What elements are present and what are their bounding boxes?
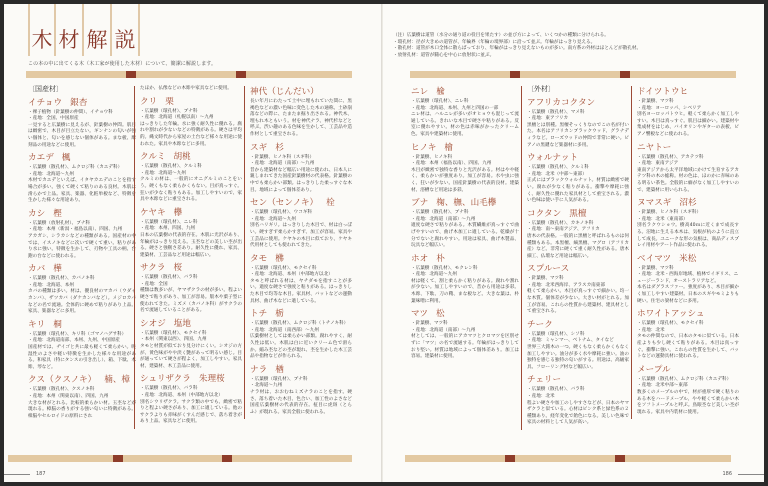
wood-meta-line: ・産地：北米（東南部） — [637, 216, 688, 222]
wood-name-kanji: 杉 — [275, 142, 284, 153]
wood-meta-line: ・産地：北海道～九州 — [411, 272, 457, 278]
wood-name-heading — [250, 86, 352, 98]
wood-name-heading — [411, 253, 519, 265]
wood-name-heading — [140, 207, 242, 219]
wood-name-kana: ウォルナット — [527, 153, 579, 164]
wood-meta-line: ・広葉樹（散孔材）、クスノキ科 — [28, 387, 95, 393]
wood-entry — [411, 86, 519, 139]
wood-meta-line: ・広葉樹（散孔材）、カバノキ科 — [28, 276, 95, 282]
wood-meta-line: ・産地：北海道、本州（中部地方以北） — [250, 272, 333, 278]
wood-description: カバの種類は多い。材は、優良材のマカバ（ウダイカンバ）、ザツカバ（ダケカンバなど）。メジロカバなどの名で流通。全体的に硬めで粘りがあり上品。家具、楽器などに多用。 — [28, 289, 136, 315]
wood-name-kana: チェリー — [527, 375, 562, 386]
wood-name-kana: セン（センノキ） — [250, 198, 319, 209]
wood-meta-line: ・産地：北米（中部～東部） — [527, 171, 587, 177]
wood-description: はっきりした年輪。水に強く耐久性に優れる。腐れや割れが少ないなどの特徴がある。硬さは平均的。縄文時代から家屋の土台など様々な用途に使われた。家具や木彫などに多用。 — [140, 121, 242, 147]
wood-entry — [527, 319, 629, 372]
wood-meta-line: ・広葉樹（散孔材）、ムクロジ科（カエデ科） — [28, 165, 123, 171]
wood-name-kana: ドイツトウヒ — [637, 87, 689, 97]
wood-name-kana: カエデ — [28, 153, 54, 164]
folio-rule — [4, 474, 30, 475]
wood-name-kana: カバ — [28, 264, 46, 275]
wood-description: 材は軽くて、割と柔らかく粘りがある。腐れや割れが少ない。加工しやすいので、昔から用途は多彩。木彫、下駄、刀の鞘、まな板など。大きな葉は、朴葉味噌に利用。 — [411, 278, 519, 304]
wood-name-heading — [411, 86, 519, 98]
wood-description: 昔から建築材など幅広い用途に使われ、日本人に親しまれてきた国産針葉樹材の代表格。針葉樹の中でも柔らかい部類。はっきりした柔っすぐな木目。地域によって個体差あり。 — [250, 167, 352, 193]
page-number: 187 — [36, 471, 46, 477]
wood-entry — [140, 151, 242, 204]
wood-meta-line: ・本州（関東以西）、四国、九州 — [140, 337, 207, 343]
wood-entry — [250, 86, 352, 139]
wood-meta-line: ・広葉樹（散孔材）、バラ科 — [527, 387, 585, 393]
wood-name-heading — [140, 151, 242, 163]
left-column-1 — [28, 86, 136, 423]
wood-description: 日本の広葉樹の代表的存在。木肌に光沢があり、年輪がはっきり見える。玉杢などの美しい杢が出る。硬さと強靭さ差あり。耐久性に優れ、家具、建築材、工芸品など用途は幅広い。 — [140, 232, 242, 258]
wood-meta-line: ・産地：全国、中国原産 — [28, 116, 79, 122]
wood-name-kanji: 朱理桜 — [198, 374, 225, 385]
wood-meta-line: ・産地：北米 — [637, 327, 665, 333]
wood-name-heading — [28, 97, 136, 109]
wood-name-heading — [28, 263, 136, 275]
wood-description: 数多くのメープルの中で、材が重厚で硬く粘りのある木をハードメープル、やや軽くて柔らかい木をソフトメープルと呼ぶ。鳥眼杢など美しい杢が現れる。家具や内装材に使用。 — [637, 390, 739, 415]
wood-meta-line: ・産地：南～東南アジア、アフリカ — [527, 227, 600, 233]
title-char: 説 — [112, 4, 140, 56]
right-column-1 — [411, 86, 519, 364]
wood-name-kanji: 楓 — [61, 153, 71, 164]
wood-meta-line: ・針葉樹、マツ科 — [637, 99, 674, 104]
wood-entry — [28, 208, 136, 261]
wood-name-kana: サクラ — [140, 263, 166, 274]
title-char: 材 — [56, 4, 84, 56]
wood-entry — [140, 207, 242, 260]
wood-meta-line: ・針葉樹、マツ科 — [411, 321, 448, 327]
wood-description: 一見すると広葉樹に見えるが、針葉樹の仲間。肌目は緻密で、木目が目立たない。ギンナンの匂いが強い個体と、匂いを感じない個体がある。まな板、彫刻品の用途などに使用。 — [28, 122, 136, 148]
wood-entry — [250, 142, 352, 195]
continued-text: たほか、仏像などの木彫や家具などに使用。 — [140, 86, 232, 91]
wood-description: タモと材質が似ており見分けにくい。シオジの方が、黄色味がやや淡く艶があって明るい感じ。目が通っていて硬さが程よく、加工しやすい。家具材、建築材、木工芸品に使用。 — [140, 344, 242, 369]
wood-description: 程よい硬さや加工のしやすさなどが、日本のヤマザクラと似ている。心材はピンク系と緑色系の２種類あり。経年変化で飴色になる。美しい色味で家具の材料として人気が高い。 — [527, 400, 629, 426]
page-number-left — [4, 471, 46, 477]
wood-meta-line: ・広葉樹（環孔材）、ウコギ科 — [250, 210, 313, 216]
wood-description: 大きな材がとれる。比較的柔らかい材。玉杢などが現れる。樟脳の香りがする強い匂いに特徴がある。樟脳やセルロイドの原料にされ — [28, 400, 136, 419]
wood-meta-line: ・広葉樹（散孔材）、モクレン科 — [411, 265, 478, 271]
wood-name-heading — [527, 374, 629, 386]
wood-name-kana: タモ — [250, 253, 268, 264]
wood-meta-line: ・広葉樹（環孔材）、シソ科 — [527, 331, 585, 337]
wood-meta-line: ・裸子植物（針葉樹の仲間）、イチョウ科 — [28, 109, 113, 115]
wood-meta-line: ・広葉樹（散孔材）、ムクロジ科（カエデ科） — [637, 376, 732, 382]
wood-name-heading — [637, 253, 739, 265]
wood-name-heading — [637, 142, 739, 154]
wood-entry — [28, 152, 136, 205]
wood-entry — [527, 263, 629, 316]
wood-name-heading — [28, 152, 136, 164]
wood-name-kana: キリ — [28, 319, 46, 330]
wood-meta-line: ・針葉樹、ヒノキ科 — [411, 154, 453, 160]
wood-entry — [637, 142, 739, 195]
left-page — [4, 4, 381, 482]
wood-name-kana: シュリザクラ — [140, 374, 191, 385]
wood-description: 別名ラクウショウ。樹高40ｍに近くまで成長する。沼地に生える本木は、気根が杭のように直立して成長。ユニークな形の気根は、商品ディスプレイ用材やアート作品に使われる。 — [637, 223, 739, 249]
wood-meta-line: ・産地：北海道（札幌以南）～九州 — [140, 115, 214, 121]
wood-name-heading — [637, 197, 739, 209]
wood-meta-line: ・広葉樹（環孔材）、モクセイ科 — [637, 321, 704, 327]
wood-name-kanji: 椈、橅、山毛欅 — [436, 198, 497, 209]
wood-meta-line: ・産地：ヨーロッパ、シベリア — [637, 105, 702, 111]
top-rule-band — [26, 71, 352, 78]
wood-description: クルミの材は、一般的にオニグルミのことをいう。硬くもなく柔らかくもない。目が真っすぐ。狂いが少なく粘りもある。加工しやすいので、家具や木彫などに重宝される。 — [140, 177, 242, 203]
wood-name-kana: ホワイトアッシュ — [637, 309, 705, 320]
bottom-rule-band — [8, 455, 352, 462]
wood-name-kana: ヒノキ — [411, 142, 437, 153]
wood-name-kana: ブナ — [411, 198, 429, 209]
wood-name-kana: シオジ — [140, 318, 166, 329]
wood-name-kanji: 楠、樟 — [104, 375, 131, 386]
wood-description: アカガシ、シラカシなどの種類がある。国産材の中では、イスノキなどに次いで硬くて重い。粘りがあり水に強い。特徴を生かして、刃物や工具の柄、台鉋の台などに使われる。 — [28, 233, 136, 259]
wood-name-kana: メープル — [637, 364, 671, 375]
wood-meta-line: ・産地：北海道、本州（中部地方以北） — [140, 393, 223, 398]
wood-name-heading — [527, 319, 629, 331]
wood-name-kanji: 楢 — [275, 364, 284, 375]
wood-name-kanji: 欅 — [173, 207, 183, 218]
note-line: ・環孔材：径が大きめの道管が、年輪界（年輪の境界部）に沿って並ぶ。年輪がはっきり見える。 — [393, 39, 596, 45]
wood-description: 木目が緻密で独特な香りと光沢がある。材はやや軽く、柔らかいが強度あり。加工が容易。水や虫に強く、狂いが少ない。国産針葉樹の代表的良材。建築材、浴槽など用途は多彩。 — [411, 167, 519, 193]
wood-meta-line: ・広葉樹（散孔材）、マメ科 — [527, 109, 585, 115]
wood-entry — [28, 319, 136, 372]
wood-name-heading — [527, 263, 629, 275]
wood-name-kana: チーク — [527, 319, 553, 330]
wood-meta-line: ・産地：北海道～九州 — [250, 216, 296, 222]
page-number: 186 — [722, 471, 732, 477]
wood-name-kana: ベイマツ — [637, 253, 672, 264]
title-char: 木 — [28, 4, 56, 56]
wood-name-kana: 神代（じんだい） — [250, 87, 319, 97]
top-rule-band — [410, 71, 736, 78]
wood-name-kana: ニヤトー — [637, 142, 672, 153]
wood-name-heading — [637, 308, 739, 320]
wood-name-kanji: 栓 — [326, 198, 335, 209]
section-label: 〔国産材〕 — [28, 85, 63, 93]
wood-name-kanji: 米松 — [679, 253, 697, 264]
wood-meta-line: ・広葉樹（環孔材）、ブナ科 — [140, 108, 198, 114]
wood-meta-line: ・針葉樹、マツ科 — [637, 265, 674, 271]
wood-entry — [250, 364, 352, 417]
wood-description: 正式にはブラックウォルナット。材質は緻密で硬い。腐れが少なく粘りがある。衝撃や摩耗に強く、耐久性に優れた家具材として重宝される。濃い色味は使い手に人気がある。 — [527, 178, 629, 204]
wood-name-kanji: 胡桃 — [173, 152, 191, 163]
wood-name-kanji: 栗 — [165, 96, 174, 107]
wood-description: 適度な硬さで粘りがある。木質繊維が真っすぐで曲げやすいので、曲げ木加工に適している。乾燥が十分でないと腐れやすい。用途は家具、曲げ木製品、玩具など幅広い。 — [411, 223, 519, 249]
wood-description: 本名はダグラスファー。強度があり、木目が細かく加工しやすい建築材。日本のスギやモミよりも硬い。住宅の梁材などに多用。 — [637, 285, 739, 304]
wood-meta-line: ・広葉樹（散孔材）、ブナ科 — [411, 210, 469, 216]
wood-meta-line: ・産地：北米・西海岸地域、植林でイギリス、ニュージーランド、オーストラリアなど。 — [637, 272, 739, 284]
wood-name-heading — [411, 142, 519, 154]
wood-meta-line: ・産地：本州、四国、九州 — [140, 226, 196, 232]
wood-meta-line: ・産地：北海道～九州 — [140, 170, 186, 176]
wood-name-heading — [28, 374, 136, 386]
bottom-rule-band — [405, 455, 731, 462]
page-title — [28, 4, 140, 56]
wood-name-kanji: 朴 — [436, 253, 445, 264]
wood-name-heading — [250, 142, 352, 154]
wood-meta-line: ・産地：北米中部～東部 — [637, 383, 688, 389]
wood-entry — [527, 374, 629, 427]
wood-name-heading — [28, 319, 136, 331]
wood-name-kana: クリ — [140, 96, 158, 107]
wood-description: 種類は数多いが、ヤマザクラの材が多い。程よい硬さで粘りがあり、加工が容易。版木や菓子型に使われてきた。ミズメ（カバノキ科）がサクラの名で流通していることがある。 — [140, 288, 242, 314]
folio-rule — [738, 474, 764, 475]
wood-name-heading — [527, 97, 629, 109]
wood-meta-line: ・広葉樹（環孔材）、キリ科（ゴマノハグサ科） — [28, 331, 127, 337]
wood-entry — [28, 263, 136, 316]
wood-description: 別名シウリザクラ。サクラ類の中でも、緻密で粘りと程よい硬さがあり、加工に適している。他のサクラよりも赤味がくすんだ感じで、落ち着きがあり上品。家具などに使用。 — [140, 399, 242, 425]
wood-name-kana: コクタン — [527, 208, 562, 219]
wood-description: 長い年月にわたって土中に埋もれていた間に、黒褐色などの濃い色味に変色した木の通称。土砂崩落などの際に、たまたま掘り出される。神代木、埋もれ木ともいう。材を神代ナラ、神代杉などと呼ぶ。渋い趣のある色味を生かして、工芸品や造作材として重宝される。 — [250, 99, 352, 137]
wood-description: タモの仲間なので、日本のタモに似ている。日本産よりも少し硬くて粘りがある。木目は真っすぐ。衝撃に強い。これらの性質を生かして、バットなどの運動具材に使われる。 — [637, 334, 739, 360]
wood-name-kanji: 塩地 — [173, 318, 191, 329]
wood-name-heading — [28, 208, 136, 220]
wood-name-kana: カシ — [28, 208, 46, 219]
wood-name-kanji: 樫 — [53, 208, 62, 219]
wood-entry — [140, 373, 242, 426]
wood-name-heading — [411, 308, 519, 320]
wood-meta-line: ・産地：本州（福島以南）、四国、九州 — [411, 161, 492, 167]
page-number-right — [722, 471, 764, 477]
wood-name-heading — [250, 197, 352, 209]
wood-meta-line: ・産地：北海道、本州、九州と四国の一部 — [411, 105, 499, 111]
band-marker — [236, 71, 246, 78]
wood-entry — [140, 96, 242, 149]
band-marker — [222, 455, 232, 462]
wood-entry — [140, 318, 242, 371]
wood-description: 広葉樹材としては柔らかい部類。腐れやすく、耐久性は低い。木肌は白に近いクリーム色で滑らか。縮み杢などの杢が現れ、杢を生かした木工芸品や指物などが作られる。 — [250, 334, 352, 360]
wood-entry — [28, 97, 136, 150]
wood-description: 東南アジアから太平洋地域にかけて生育するアカテツ科の木の総称。材の色は、ほのかに赤味のある明るい茶色。全般的に癖がなく加工しやすいので、建築材に用いられる。 — [637, 167, 739, 193]
wood-name-kanji: 檜 — [444, 142, 453, 153]
wood-meta-line: ・産地：北海道、本州 — [28, 282, 74, 288]
wood-description: 木材でカエデといえば、イタヤカエデのことを指す場合が多い。強くて硬くて粘りのある良材。木肌は滑らかで上品。家具、楽器、化粧単板など、特徴を生かした様々な用途あり。 — [28, 178, 136, 204]
band-marker — [126, 71, 136, 78]
left-column-2 — [134, 86, 242, 429]
wood-entry — [411, 142, 519, 195]
wood-meta-line: ・産地：本州（新潟・福島以南）、四国、九州 — [28, 227, 123, 233]
wood-description: タモと呼ばれる材は、ヤチダモを指すことが多い。適度な硬さで強度と粘りがある。はっきりした木目で均等な木目。家具材、バットなどの運動具材、曲げ木などに適している。 — [250, 278, 352, 304]
wood-name-heading — [637, 86, 739, 98]
wood-name-heading — [527, 152, 629, 164]
wood-entry — [250, 308, 352, 361]
band-marker — [620, 71, 630, 78]
wood-meta-line: ・広葉樹（環孔材）、ニレ科 — [140, 219, 198, 225]
wood-meta-line: ・広葉樹（散孔材）、アカテツ科 — [637, 154, 704, 160]
wood-meta-line: ・広葉樹（環孔材）、ニレ科 — [411, 99, 469, 104]
wood-name-kana: イチョウ — [28, 97, 63, 108]
wood-name-kanji: 黒檀 — [569, 208, 587, 219]
wood-entry — [250, 253, 352, 306]
band-marker — [505, 455, 515, 462]
wood-meta-line: ・針葉樹、ヒノキ科（スギ科） — [250, 154, 315, 160]
wood-entry — [411, 253, 519, 306]
wood-entry — [250, 197, 352, 250]
wood-name-kana: アフリカコクタン — [527, 97, 596, 108]
wood-description: 世界三大銘木の一つ。硬くもなく柔らかくもなく加工しやすい。油分が多く水や摩耗に強い。油の独特を感じる独特の匂いがする。用途は、高級家具、フローリング材など幅広い。 — [527, 345, 629, 370]
wood-meta-line: ・広葉樹（環孔材）、モクセイ科 — [140, 330, 207, 336]
wood-name-kanji: 栃 — [275, 309, 284, 320]
wood-name-heading — [140, 262, 242, 274]
wood-meta-line: ・産地：北海道（南部）～九州 — [250, 161, 315, 167]
wood-name-heading — [140, 318, 242, 330]
band-marker — [113, 455, 123, 462]
note-line: （注）広葉樹は道管（水分の通り道の役目を果たす）の並び方によって、いくつかの種類に分けられる。 — [393, 33, 609, 38]
wood-entry — [140, 262, 242, 315]
right-column-2 — [521, 86, 629, 430]
wood-meta-line: ・広葉樹（環孔材）、ブナ科 — [250, 376, 308, 382]
wood-name-heading — [637, 364, 739, 376]
wood-meta-line: ・産地：北海道（南部）～九州 — [411, 327, 476, 333]
wood-meta-line: ・広葉樹（散孔材）、クルミ科 — [140, 164, 202, 170]
wood-name-kanji: 銀杏 — [70, 97, 88, 108]
page-subtitle: この本の中に出てくる木（木工家が使用した木材）について、簡潔に解説します。 — [28, 61, 217, 67]
wood-entry — [637, 253, 739, 306]
wood-entry — [527, 152, 629, 205]
wood-name-heading — [411, 197, 519, 209]
wood-description: ニレ材は、ハルニレが多いがオヒョウも混じって流通している。きれいな木目で硬さや粘りがある。反室に優れやすい。材の色は赤味がかったクリーム色。家具や建築材に使用。 — [411, 112, 519, 137]
wood-name-kanji: 松 — [435, 309, 445, 320]
wood-name-kana: スギ — [250, 142, 268, 153]
wood-name-kana: トチ — [250, 309, 268, 320]
wood-meta-line: ・北海道～九州 — [250, 383, 283, 389]
wood-name-kanji: 樺 — [53, 264, 62, 275]
wood-meta-line: ・広葉樹（環孔材）、モクセイ科 — [250, 265, 317, 271]
wood-name-kana: クルミ — [140, 152, 166, 163]
wood-name-kana: ニレ — [411, 87, 429, 97]
wood-entry — [411, 197, 519, 250]
note-line: ・散孔材：道管が木口全体に散らばっており、年輪がはっきり見えないものが多い。南方系の外材はほとんどが散孔材。 — [393, 46, 642, 52]
wood-entry — [637, 86, 739, 139]
wood-description: 別名ハリギリ。はっきりした木目で、材は白っぽい。硬すぎず柔らかすぎず、加工が容易。家具や工芸品に使用。ケヤキの木目に似ており、ケヤキ代用材としても使われてきた。 — [250, 223, 352, 249]
wood-meta-line: ・産地：北海道（南西部）～九州 — [250, 327, 319, 333]
wood-name-kana: クス（クスノキ） — [28, 375, 97, 386]
wood-meta-line: ・産地：北米西海岸、アラスカ南東部 — [527, 282, 605, 288]
section-label: 〔外材〕 — [527, 85, 555, 93]
wood-entry — [637, 364, 739, 417]
wood-name-heading — [140, 373, 242, 385]
wood-description: 材としては、一般的にアカマツとクロマツを区別せずに「マツ」の名で流通する。年輪がはっきりしており堅い。材質は地域によって個体差あり。加工は容易。建築材に使用。 — [411, 334, 519, 360]
notes-block — [393, 33, 641, 59]
band-marker — [510, 71, 520, 78]
right-column-3 — [631, 86, 739, 419]
wood-meta-line: ・産地：ミャンマー、ベトナム、タイなど — [527, 338, 614, 344]
wood-meta-line: ・針葉樹、マツ科 — [527, 276, 564, 282]
wood-description: 軽くて柔らかい。木目が真っすぐで細かい。均一な木質。個体差が少ない。大きい材がとれる。加工が容易。これらの性質から建築材、建具材として重宝される。 — [527, 289, 629, 315]
wood-meta-line: ・広葉樹（散孔材）、バラ科 — [140, 386, 198, 392]
wood-meta-line: ・広葉樹（散孔材）、バラ科 — [140, 275, 198, 281]
wood-meta-line: ・広葉樹（散孔材）、カキノキ科 — [527, 220, 594, 226]
note-line: ・放射孔材：道管が髄心を中心に放射状に並ぶ。 — [393, 52, 495, 58]
wood-entry — [637, 197, 739, 250]
wood-name-kana: ケヤキ — [140, 207, 166, 218]
wood-entry — [28, 374, 136, 420]
wood-name-heading — [140, 96, 242, 108]
wood-name-kanji: 桜 — [173, 263, 183, 274]
band-marker — [615, 455, 625, 462]
wood-name-kana: ヌマスギ — [637, 198, 672, 209]
wood-description: 唐木の代表格。一般的に黒檀と呼ばれるものは何種類もある。本黒檀、縞黒檀、マグロ（アフリカ産）など。非常に硬くて重く耐久性がある。唐木細工、仏壇など用途は幅広い。 — [527, 233, 629, 259]
title-char: 解 — [84, 4, 112, 56]
wood-meta-line: ・広葉樹（散孔材）、クルミ科 — [527, 165, 589, 171]
wood-name-kanji: 梻 — [275, 253, 284, 264]
wood-meta-line: ・広葉樹（放射孔材）、ブナ科 — [28, 220, 91, 226]
wood-name-kana: ナラ — [250, 364, 268, 375]
wood-name-kanji: 楡 — [436, 87, 445, 97]
wood-entry — [411, 308, 519, 361]
wood-description: 別名ヨーロッパトウヒ。軽くて柔らかく加工しやすい。木目は真っすぐ。肌目は細かい。建築材や集成材をはじめ、バイオリンやギターの表板、ピアノ響板などに使われる。 — [637, 112, 739, 137]
wood-name-kana: マツ — [411, 309, 428, 320]
wood-name-heading — [527, 208, 629, 220]
wood-name-kana: ホオ — [411, 253, 429, 264]
wood-entry — [637, 308, 739, 361]
wood-meta-line: ・産地：東南アジア — [637, 161, 679, 167]
wood-description: 国産材では、ヂイゴと共に最も軽くて柔らかい。吸湿性のよさや軽い特徴を生かした様々な用途がある。和家具（特にタンスの引き出し）、箱、下駄、木彫、琴など。 — [28, 345, 136, 370]
wood-meta-line: ・広葉樹（散孔材）、ムクロジ科（トチノキ科） — [250, 321, 349, 327]
wood-meta-line: ・産地：全国 — [140, 281, 168, 287]
wood-entry — [527, 208, 629, 261]
wood-description: 黒檀とは別種。黒檀そっくりなのでこの名が付いた。本名はアフリカンブラックウッド、グラナディラなど。ローズウッドの仲間で非常に硬い。ピアノの黒鍵など楽器材に多用。 — [527, 122, 629, 148]
wood-meta-line: ・産地：北海道南部、本州、九州、中国原産 — [28, 338, 120, 344]
wood-name-kanji: 桐 — [53, 319, 62, 330]
right-page — [383, 4, 764, 482]
wood-meta-line: ・針葉樹、ヒノキ科（スギ科） — [637, 210, 702, 216]
wood-meta-line: ・産地：東アフリカ — [527, 116, 569, 122]
wood-name-heading — [250, 364, 352, 376]
wood-meta-line: ・産地：北海道（南部）～九州 — [411, 216, 476, 222]
left-column-3 — [244, 86, 352, 419]
wood-entry — [527, 97, 629, 150]
wood-meta-line: ・産地：北米 — [527, 394, 555, 399]
wood-name-heading — [250, 253, 352, 265]
wood-name-kana: スプルース — [527, 264, 570, 275]
wood-name-heading — [250, 308, 352, 320]
wood-description: ナラ材は、おおむねミズナラのことを指す。硬さ、落ち着いた木目、色合い、加工性のよさなど国産広葉樹材の代表的存在。柾目に虎斑（とらふ）が現れる。家具全般に使われる。 — [250, 390, 352, 415]
wood-name-kanji: 沼杉 — [679, 198, 697, 209]
wood-meta-line: ・産地：北海道～九州 — [28, 171, 74, 177]
wood-meta-line: ・産地：本州（関東以南）、四国、九州 — [28, 394, 109, 399]
